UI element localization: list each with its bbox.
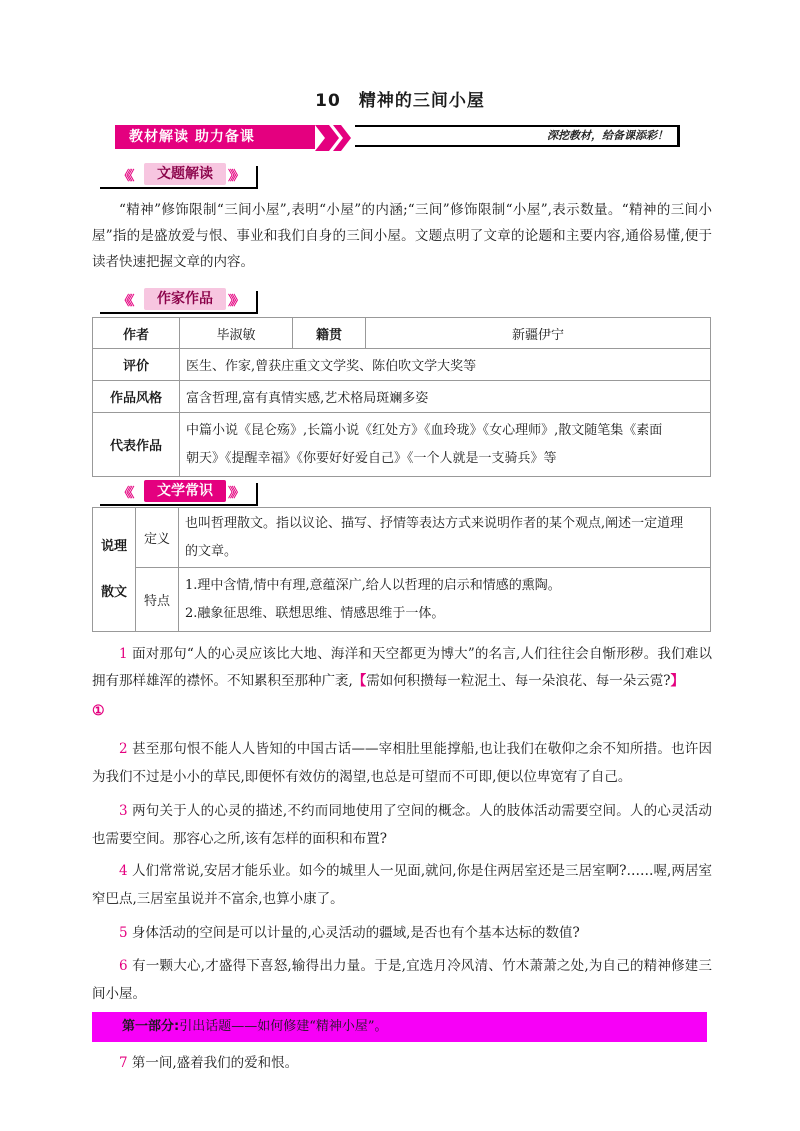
paragraph-number: 4 xyxy=(119,863,128,879)
feature-value xyxy=(179,568,711,632)
bracket-open: 【 xyxy=(352,673,367,689)
works-label: 代表作品 xyxy=(93,413,180,477)
double-chevron-right-icon: 》》 xyxy=(228,486,242,501)
term-cell xyxy=(93,508,136,632)
paragraph-5 xyxy=(92,920,712,946)
annotation-marker[interactable]: ① xyxy=(92,703,105,719)
feature-item: 2.融象征思维、联想思维、情感思维于一体。 xyxy=(185,605,445,621)
feature-item: 1.理中含情,情中有理,意蕴深广,给人以哲理的启示和情感的熏陶。 xyxy=(185,577,561,593)
author-value: 毕淑敏 xyxy=(180,318,293,349)
banner-arrow-icon xyxy=(315,123,359,153)
review-value: 医生、作家,曾获庄重文文学奖、陈伯吹文学大奖等 xyxy=(180,349,711,381)
paragraph-3 xyxy=(92,797,712,853)
author-table xyxy=(92,317,711,477)
double-chevron-right-icon: 》》 xyxy=(228,169,242,184)
paragraph-number: 7 xyxy=(119,1055,128,1071)
paragraph-text: 身体活动的空间是可以计量的,心灵活动的疆域,是否也有个基本达标的数值? xyxy=(131,925,580,941)
term-line: 散文 xyxy=(100,584,127,600)
paragraph-7 xyxy=(92,1050,712,1076)
paragraph-text: 甚至那句恨不能人人皆知的中国古话——宰相肚里能撑船,也让我们在敬仰之余不知所措。也许因为我们不过是小小的草民,即便怀有效仿的渴望,也总是可望而不可即,便以位卑宽宥了自己。 xyxy=(92,741,713,785)
lesson-number: 10 xyxy=(315,91,341,111)
paragraph-text: 人们常常说,安居才能乐业。如今的城里人一见面,就问,你是住两居室还是三居室啊?……喔,两居室窄巴点,三居室虽说并不富余,也算小康了。 xyxy=(92,863,712,907)
part-summary-highlight xyxy=(92,1012,707,1042)
paragraph-number: 3 xyxy=(119,803,128,819)
term-line: 说理 xyxy=(100,538,127,554)
paragraph-number: 5 xyxy=(119,925,128,941)
part-text: 引出话题——如何修建“精神小屋”。 xyxy=(179,1019,388,1034)
paragraph-2 xyxy=(92,735,712,791)
feature-label: 特点 xyxy=(136,568,179,632)
section-label: 作家作品 xyxy=(144,288,226,310)
paragraph-6 xyxy=(92,952,712,1008)
lesson-title: 精神的三间小屋 xyxy=(358,91,485,111)
paragraph-number: 6 xyxy=(119,958,128,974)
native-label: 籍贯 xyxy=(293,318,366,349)
section-label: 文题解读 xyxy=(144,163,226,185)
literary-table xyxy=(92,507,711,632)
works-line: 中篇小说《昆仑殇》,长篇小说《红处方》《血玲珑》《女心理师》,散文随笔集《素面 xyxy=(186,422,663,438)
definition-value xyxy=(179,508,711,568)
paragraph-text: 两句关于人的心灵的描述,不约而同地使用了空间的概念。人的肢体活动需要空间。人的心灵活动也需要空间。那容心之所,该有怎样的面积和布置? xyxy=(92,803,712,847)
paragraph-text: 有一颗大心,才盛得下喜怒,输得出力量。于是,宜选月冷风清、竹木萧萧之处,为自己的精神修建三间小屋。 xyxy=(92,958,713,1002)
definition-line: 的文章。 xyxy=(185,543,238,559)
definition-line: 也叫哲理散文。指以议论、描写、抒情等表达方式来说明作者的某个观点,阐述一定道理 xyxy=(185,515,684,531)
author-label: 作者 xyxy=(93,318,180,349)
banner-main-label: 教材解读 助力备课 xyxy=(115,125,315,149)
paragraph-number: 2 xyxy=(119,741,128,757)
style-value: 富含哲理,富有真情实感,艺术格局斑斓多姿 xyxy=(180,381,711,413)
banner-tagline: 深挖教材，给备课添彩！ xyxy=(547,129,668,142)
works-line: 朝天》《提醒幸福》《你要好好爱自己》《一个人就是一支骑兵》等 xyxy=(186,450,557,466)
double-chevron-right-icon: 》》 xyxy=(228,294,242,309)
paragraph-1 xyxy=(92,641,712,695)
part-label: 第一部分: xyxy=(122,1019,180,1034)
paragraph-4 xyxy=(92,857,712,913)
review-label: 评价 xyxy=(93,349,180,381)
style-label: 作品风格 xyxy=(93,381,180,413)
double-chevron-left-icon: 《《 xyxy=(118,169,132,184)
section-label: 文学常识 xyxy=(144,480,226,502)
paragraph-text: 面对那句“人的心灵应该比大地、海洋和天空都更为博大”的名言,人们往往会自惭形秽。我们难以拥有那样雄浑的襟怀。不知累积至那种广袤, xyxy=(92,646,713,689)
question-text: 需如何积攒每一粒泥土、每一朵浪花、每一朵云霓? xyxy=(366,673,671,689)
paragraph-number: 1 xyxy=(119,646,128,662)
page-title xyxy=(0,86,800,111)
definition-label: 定义 xyxy=(136,508,179,568)
double-chevron-left-icon: 《《 xyxy=(118,294,132,309)
section-banner xyxy=(115,123,680,153)
double-chevron-left-icon: 《《 xyxy=(118,486,132,501)
paragraph-text: 第一间,盛着我们的爱和恨。 xyxy=(131,1055,299,1071)
topic-paragraph: “精神”修饰限制“三间小屋”,表明“小屋”的内涵;“三间”修饰限制“小屋”,表示数量。“精神的三间小屋”指的是盛放爱与恨、事业和我们自身的三间小屋。文题点明了文章的论题和主要内容,通俗易懂,便于读者快速把握文章的内容。 xyxy=(92,202,712,270)
works-value xyxy=(180,413,711,477)
bracket-close: 】 xyxy=(670,673,685,689)
native-value: 新疆伊宁 xyxy=(366,318,711,349)
